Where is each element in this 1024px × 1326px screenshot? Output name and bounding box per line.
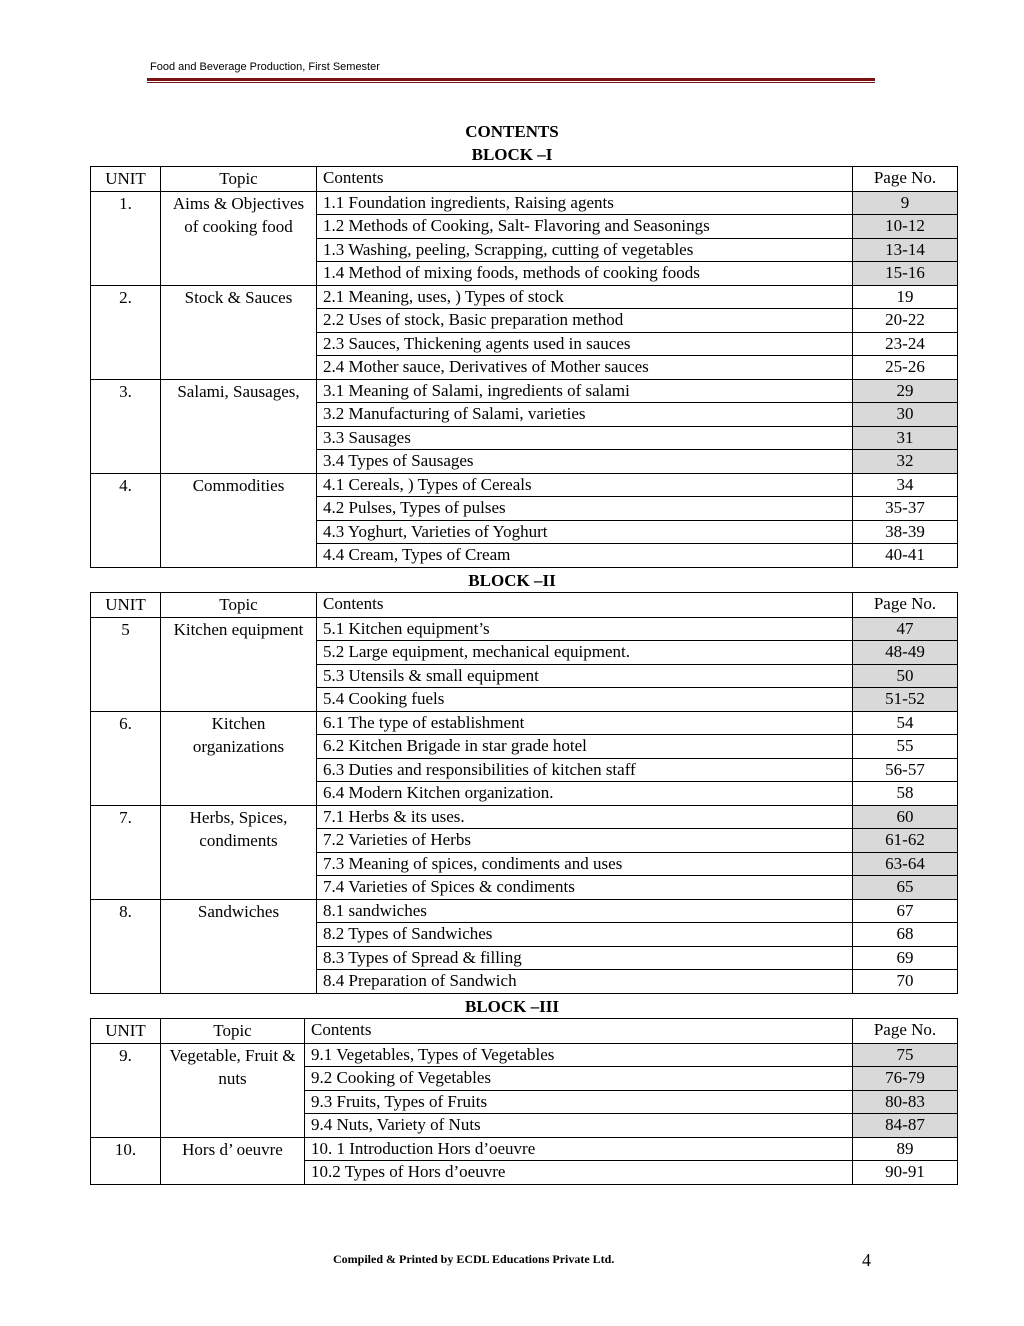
page-number-cell: 35-37 — [853, 497, 958, 521]
page-number-cell: 63-64 — [853, 852, 958, 876]
unit-topic: Vegetable, Fruit & nuts — [161, 1043, 305, 1137]
contents-title: CONTENTS — [465, 122, 559, 141]
unit-header: UNIT — [91, 167, 161, 192]
content-entry: 8.1 sandwiches — [317, 899, 853, 923]
page-number-cell: 55 — [853, 735, 958, 759]
page-number-cell: 89 — [853, 1137, 958, 1161]
header-rule-thin — [147, 82, 875, 83]
content-entry: 1.2 Methods of Cooking, Salt- Flavoring and Seasonings — [317, 215, 853, 239]
content-entry: 7.1 Herbs & its uses. — [317, 805, 853, 829]
unit-topic: Kitchen organizations — [161, 711, 317, 805]
page-number-cell: 69 — [853, 946, 958, 970]
content-entry: 3.1 Meaning of Salami, ingredients of salami — [317, 379, 853, 403]
unit-topic: Stock & Sauces — [161, 285, 317, 379]
content-entry: 4.2 Pulses, Types of pulses — [317, 497, 853, 521]
page-number-cell: 70 — [853, 970, 958, 994]
unit-topic: Sandwiches — [161, 899, 317, 993]
content-entry: 1.1 Foundation ingredients, Raising agents — [317, 191, 853, 215]
toc-row — [91, 191, 958, 215]
toc-row — [91, 1137, 958, 1161]
content-entry: 2.4 Mother sauce, Derivatives of Mother sauces — [317, 356, 853, 380]
unit-number: 10. — [91, 1137, 161, 1184]
content-entry: 8.3 Types of Spread & filling — [317, 946, 853, 970]
page-number-cell: 30 — [853, 403, 958, 427]
page-header: Page No. — [853, 1019, 958, 1044]
toc-row — [91, 617, 958, 641]
topic-header: Topic — [161, 167, 317, 192]
page-number-cell: 65 — [853, 876, 958, 900]
page-number: 4 — [862, 1250, 871, 1270]
topic-header: Topic — [161, 1019, 305, 1044]
unit-topic: Aims & Objectives of cooking food — [161, 191, 317, 285]
page-number-cell: 23-24 — [853, 332, 958, 356]
unit-header: UNIT — [91, 593, 161, 618]
toc-table-block-1 — [90, 166, 958, 568]
toc-row — [91, 711, 958, 735]
unit-topic: Kitchen equipment — [161, 617, 317, 711]
toc-row — [91, 379, 958, 403]
page-number-cell: 38-39 — [853, 520, 958, 544]
content-entry: 8.4 Preparation of Sandwich — [317, 970, 853, 994]
unit-topic: Commodities — [161, 473, 317, 567]
content-entry: 4.4 Cream, Types of Cream — [317, 544, 853, 568]
content-entry: 7.2 Varieties of Herbs — [317, 829, 853, 853]
page-number-cell: 54 — [853, 711, 958, 735]
page-number-cell: 56-57 — [853, 758, 958, 782]
page-header: Page No. — [853, 167, 958, 192]
page-number-cell: 31 — [853, 426, 958, 450]
toc-row — [91, 899, 958, 923]
unit-topic: Salami, Sausages, — [161, 379, 317, 473]
contents-header: Contents — [317, 593, 853, 618]
content-entry: 7.4 Varieties of Spices & condiments — [317, 876, 853, 900]
page-number-cell: 29 — [853, 379, 958, 403]
content-entry: 5.1 Kitchen equipment’s — [317, 617, 853, 641]
page-number-cell: 40-41 — [853, 544, 958, 568]
page-number-cell: 84-87 — [853, 1114, 958, 1138]
topic-header: Topic — [161, 593, 317, 618]
content-entry: 5.2 Large equipment, mechanical equipment. — [317, 641, 853, 665]
block-title-2: BLOCK –II — [468, 571, 556, 590]
content-entry: 2.3 Sauces, Thickening agents used in sauces — [317, 332, 853, 356]
page-number-cell: 20-22 — [853, 309, 958, 333]
page-number-cell: 13-14 — [853, 238, 958, 262]
page-number-cell: 76-79 — [853, 1067, 958, 1091]
content-entry: 6.2 Kitchen Brigade in star grade hotel — [317, 735, 853, 759]
content-entry: 6.3 Duties and responsibilities of kitchen staff — [317, 758, 853, 782]
page-number-cell: 10-12 — [853, 215, 958, 239]
unit-number: 4. — [91, 473, 161, 567]
footer-text: Compiled & Printed by ECDL Educations Private Ltd. — [333, 1252, 615, 1266]
content-entry: 6.4 Modern Kitchen organization. — [317, 782, 853, 806]
unit-number: 6. — [91, 711, 161, 805]
page-number-cell: 58 — [853, 782, 958, 806]
toc-table-block-2 — [90, 592, 958, 994]
running-header: Food and Beverage Production, First Semester — [150, 61, 380, 73]
page-number-cell: 9 — [853, 191, 958, 215]
unit-number: 8. — [91, 899, 161, 993]
page-header: Page No. — [853, 593, 958, 618]
page-number-cell: 47 — [853, 617, 958, 641]
toc-table-block-3 — [90, 1018, 958, 1185]
page-number-cell: 48-49 — [853, 641, 958, 665]
page-number-cell: 67 — [853, 899, 958, 923]
block-title-1: BLOCK –I — [471, 145, 553, 164]
page-number-cell: 15-16 — [853, 262, 958, 286]
unit-number: 3. — [91, 379, 161, 473]
toc-row — [91, 805, 958, 829]
page-number-cell: 51-52 — [853, 688, 958, 712]
content-entry: 9.1 Vegetables, Types of Vegetables — [305, 1043, 853, 1067]
content-entry: 10.2 Types of Hors d’oeuvre — [305, 1161, 853, 1185]
page-number-cell: 25-26 — [853, 356, 958, 380]
page-number-cell: 61-62 — [853, 829, 958, 853]
page-number-cell: 68 — [853, 923, 958, 947]
content-entry: 9.2 Cooking of Vegetables — [305, 1067, 853, 1091]
toc-row — [91, 473, 958, 497]
toc-row — [91, 1043, 958, 1067]
unit-number: 5 — [91, 617, 161, 711]
content-entry: 1.4 Method of mixing foods, methods of cooking foods — [317, 262, 853, 286]
page-number-cell: 80-83 — [853, 1090, 958, 1114]
toc-row — [91, 285, 958, 309]
page-number-cell: 75 — [853, 1043, 958, 1067]
unit-header: UNIT — [91, 1019, 161, 1044]
page-number-cell: 90-91 — [853, 1161, 958, 1185]
content-entry: 3.4 Types of Sausages — [317, 450, 853, 474]
content-entry: 5.4 Cooking fuels — [317, 688, 853, 712]
unit-number: 7. — [91, 805, 161, 899]
content-entry: 5.3 Utensils & small equipment — [317, 664, 853, 688]
content-entry: 10. 1 Introduction Hors d’oeuvre — [305, 1137, 853, 1161]
unit-topic: Hors d’ oeuvre — [161, 1137, 305, 1184]
page-number-cell: 32 — [853, 450, 958, 474]
contents-header: Contents — [305, 1019, 853, 1044]
page-number-cell: 50 — [853, 664, 958, 688]
content-entry: 8.2 Types of Sandwiches — [317, 923, 853, 947]
header-row — [91, 167, 958, 192]
content-entry: 3.2 Manufacturing of Salami, varieties — [317, 403, 853, 427]
content-entry: 1.3 Washing, peeling, Scrapping, cutting of vegetables — [317, 238, 853, 262]
unit-number: 2. — [91, 285, 161, 379]
header-row — [91, 593, 958, 618]
content-entry: 2.1 Meaning, uses, ) Types of stock — [317, 285, 853, 309]
content-entry: 2.2 Uses of stock, Basic preparation method — [317, 309, 853, 333]
unit-topic: Herbs, Spices, condiments — [161, 805, 317, 899]
content-entry: 9.4 Nuts, Variety of Nuts — [305, 1114, 853, 1138]
block-title-3: BLOCK –III — [465, 997, 559, 1016]
contents-header: Contents — [317, 167, 853, 192]
content-entry: 9.3 Fruits, Types of Fruits — [305, 1090, 853, 1114]
content-entry: 4.3 Yoghurt, Varieties of Yoghurt — [317, 520, 853, 544]
content-entry: 4.1 Cereals, ) Types of Cereals — [317, 473, 853, 497]
unit-number: 1. — [91, 191, 161, 285]
content-entry: 6.1 The type of establishment — [317, 711, 853, 735]
unit-number: 9. — [91, 1043, 161, 1137]
page-number-cell: 19 — [853, 285, 958, 309]
content-entry: 3.3 Sausages — [317, 426, 853, 450]
page-number-cell: 60 — [853, 805, 958, 829]
header-row — [91, 1019, 958, 1044]
page-number-cell: 34 — [853, 473, 958, 497]
header-rule-thick — [147, 78, 875, 81]
content-entry: 7.3 Meaning of spices, condiments and uses — [317, 852, 853, 876]
